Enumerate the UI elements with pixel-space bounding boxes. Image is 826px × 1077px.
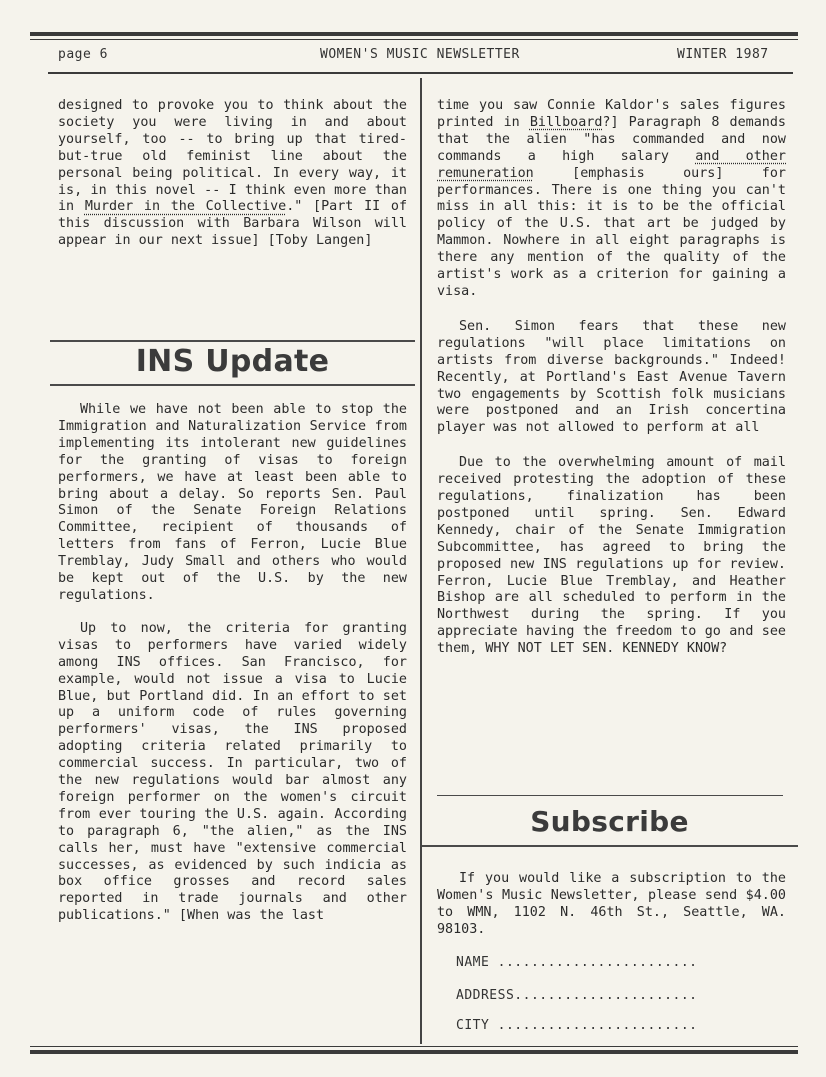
book-title-murder: Murder in the Collective xyxy=(84,199,287,215)
left-continuation xyxy=(58,98,407,250)
subscribe-text: If you would like a subscription to the Women's Music Newsletter, please send $4.00 to WMN, 1102 N. 46th St., Seattle, WA. 98103. xyxy=(437,871,786,937)
ins-heading xyxy=(50,344,415,380)
newsletter-title: WOMEN'S MUSIC NEWSLETTER xyxy=(320,47,520,62)
ins-heading-bottom-rule xyxy=(50,384,415,386)
subscribe-text-block xyxy=(437,871,786,939)
subscribe-bottom-rule xyxy=(422,845,798,847)
column-divider xyxy=(420,78,422,1044)
bottom-rule-thick xyxy=(30,1050,798,1054)
ins-article xyxy=(58,402,407,925)
continuation-paragraph: designed to provoke you to think about the society you were living in and about yourself, too -- to bring up that tired-but-true old feminist line about the personal being political. In every way, it is, in this novel -- I think even more than in Murder in the Collective." [Part II of this discussion with Barbara Wilson will appear in our next issue] [Toby Langen] xyxy=(58,98,408,249)
page-number: page 6 xyxy=(58,47,108,62)
top-rule-thin xyxy=(30,39,798,40)
name-field-line[interactable]: NAME ........................ xyxy=(456,955,698,970)
ins-heading-top-rule xyxy=(50,340,415,342)
top-rule-thick xyxy=(30,32,798,36)
subscribe-top-rule xyxy=(437,795,783,796)
right-column-article xyxy=(437,98,786,658)
billboard-title: Billboard xyxy=(529,114,603,130)
right-paragraph-3: Due to the overwhelming amount of mail received protesting the adoption of these regulations, finalization has been postponed until spring. Sen. Edward Kennedy, chair of the Senate Immigration Subcommittee, has agreed to bring the proposed new INS regulations up for review. Ferron, Lucie Blue Tremblay, and Heather Bishop are all scheduled to perform in the Northwest during the spring. If you appreciate having the freedom to go and see them, WHY NOT LET SEN. KENNEDY KNOW? xyxy=(437,455,786,657)
ins-paragraph-1: While we have not been able to stop the Immigration and Naturalization Service from implementing its intolerant new guidelines for the granting of visas to foreign performers, we have at least been able to bring about a delay. So reports Sen. Paul Simon of the Senate Foreign Relations Committee, recipient of thousands of letters from fans of Ferron, Lucie Blue Tremblay, Judy Small and others who would be kept out of the U.S. by the new regulations. xyxy=(58,402,407,603)
subscribe-heading xyxy=(422,804,797,840)
issue-date: WINTER 1987 xyxy=(677,47,769,62)
address-field-line[interactable]: ADDRESS...................... xyxy=(456,988,698,1003)
subscribe-heading-text: Subscribe xyxy=(530,805,689,838)
remuneration-underlined: and other remuneration xyxy=(437,148,786,181)
bottom-rule-thin xyxy=(30,1046,798,1047)
header-rule xyxy=(48,72,793,74)
page-header xyxy=(52,45,790,67)
ins-heading-text: INS Update xyxy=(135,344,330,379)
right-paragraph-1: time you saw Connie Kaldor's sales figures printed in Billboard?] Paragraph 8 demands that the alien "has commanded and now commands a high salary and other remuneration [emphasis ours] for performances. There is one thing you can't miss in all this: it is to be the official policy of the U.S. that art be judged by Mammon. Nowhere in all eight paragraphs is there any mention of the quality of the artist's work as a criterion for gaining a visa. xyxy=(437,98,786,299)
ins-paragraph-2: Up to now, the criteria for granting visas to performers have varied widely among INS offices. San Francisco, for example, would not issue a visa to Lucie Blue, but Portland did. In an effort to set up a uniform code of rules governing performers' visas, the INS proposed adopting criteria related primarily to commercial success. In particular, two of the new regulations would bar almost any foreign performer on the women's circuit from ever touring the U.S. again. According to paragraph 6, "the alien," as the INS calls her, must have "extensive commercial successes, as evidenced by such indicia as box office grosses and record sales reported in trade journals and other publications." [When was the last xyxy=(58,620,407,924)
city-field-line[interactable]: CITY ........................ xyxy=(456,1018,698,1033)
right-paragraph-2: Sen. Simon fears that these new regulations "will place limitations on artists from diverse backgrounds." Indeed! Recently, at Portland's East Avenue Tavern two engagements by Scottish folk musicians were postponed and an Irish concertina player was not allowed to perform at all xyxy=(437,318,786,436)
